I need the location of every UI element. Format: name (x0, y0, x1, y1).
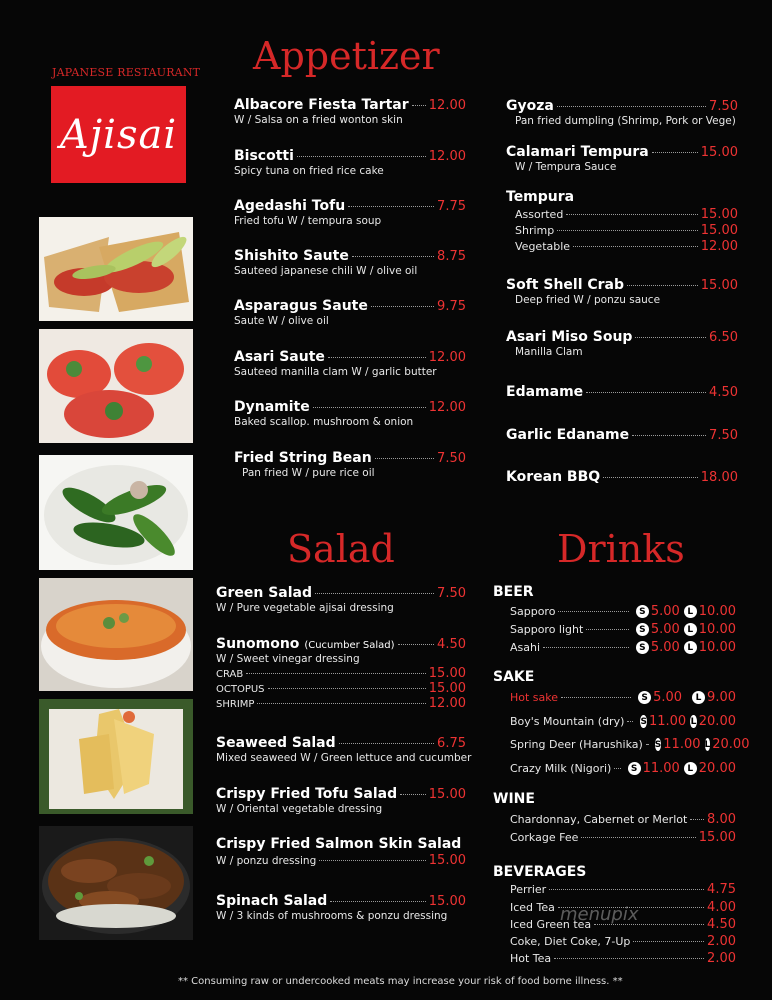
item-desc: Pan fried W / pure rice oil (242, 467, 375, 479)
item-price: 7.75 (437, 199, 466, 214)
restaurant-subtitle: JAPANESE RESTAURANT (52, 66, 201, 79)
drink-name: Chardonnay, Cabernet or Merlot (510, 813, 688, 826)
option-price: 12.00 (700, 239, 738, 254)
drink-row-perrier (510, 882, 736, 897)
option-label: Assorted (515, 208, 564, 221)
drink-price: 8.00 (707, 812, 736, 827)
menu-item-garlic-edaname (506, 427, 738, 443)
small-size-badge: S (636, 641, 649, 654)
drink-price: 15.00 (698, 830, 736, 845)
drink-name: Perrier (510, 883, 547, 896)
item-name: Dynamite (234, 399, 310, 415)
option-price: 15.00 (700, 207, 738, 222)
large-size-badge: L (684, 605, 697, 618)
drink-price: 4.50 (707, 917, 736, 932)
wine-label: WINE (493, 791, 535, 807)
item-price: 7.50 (709, 99, 738, 114)
small-price: 5.00 (653, 690, 683, 705)
item-desc: W / Tempura Sauce (515, 161, 617, 173)
menu-item-crispy-tofu-salad (216, 786, 466, 815)
drink-name: Hot sake (510, 691, 559, 704)
menu-item-shishito-saute (234, 248, 466, 277)
item-price: 8.75 (437, 249, 466, 264)
item-name: Fried String Bean (234, 450, 372, 466)
item-name: Biscotti (234, 148, 294, 164)
drink-price: 2.00 (707, 934, 736, 949)
large-price: 10.00 (698, 640, 736, 655)
option-label: Vegetable (515, 240, 571, 253)
menu-item-edamame (506, 384, 738, 400)
small-size-badge: S (636, 623, 649, 636)
item-name: Korean BBQ (506, 469, 601, 485)
item-desc: Mixed seaweed W / Green lettuce and cucumber (216, 752, 472, 764)
sake-label: SAKE (493, 669, 535, 685)
item-name: Crispy Fried Tofu Salad (216, 786, 398, 802)
drink-price: 4.00 (707, 900, 736, 915)
drink-name: Spring Deer (Harushika) (510, 738, 643, 751)
menu-item-gyoza (506, 98, 738, 127)
drink-name: Coke, Diet Coke, 7-Up (510, 935, 631, 948)
menu-item-fried-string-bean (234, 450, 466, 479)
biscotti-photo (39, 329, 193, 443)
menu-item-dynamite (234, 399, 466, 428)
drink-row-soda (510, 934, 736, 949)
menu-item-soft-shell-crab (506, 277, 738, 306)
item-price: 4.50 (437, 637, 466, 652)
large-price: 10.00 (698, 622, 736, 637)
large-price: 20.00 (698, 714, 736, 729)
drink-row-hot-sake (510, 690, 736, 705)
drink-row-sapporo-light (510, 622, 736, 637)
menu-item-asari-miso-soup (506, 329, 738, 358)
item-name: Albacore Fiesta Tartar (234, 97, 409, 113)
small-size-badge: S (640, 716, 647, 727)
menu-item-calamari-tempura (506, 144, 738, 173)
drink-name: Hot Tea (510, 952, 552, 965)
item-name: Soft Shell Crab (506, 277, 625, 293)
drink-row-house-wine (510, 812, 736, 827)
item-name: Tempura (506, 189, 575, 205)
large-price: 20.00 (698, 761, 736, 776)
large-size-badge: L (692, 691, 705, 704)
small-price: 11.00 (663, 737, 701, 752)
menu-item-korean-bbq (506, 469, 738, 485)
item-desc: Saute W / olive oil (234, 315, 329, 327)
drink-row-boys-mountain (510, 714, 736, 729)
item-price: 12.00 (428, 400, 466, 415)
item-desc: Sauteed japanese chili W / olive oil (234, 265, 418, 277)
item-desc: Spicy tuna on fried rice cake (234, 165, 384, 177)
tempura-photo (39, 699, 193, 814)
item-price: 15.00 (428, 787, 466, 802)
item-price: 15.00 (700, 145, 738, 160)
menu-item-asparagus-saute (234, 298, 466, 327)
item-name: Edamame (506, 384, 584, 400)
item-desc: Manilla Clam (515, 346, 583, 358)
item-desc: W / Salsa on a fried wonton skin (234, 114, 403, 126)
item-desc: W / Pure vegetable ajisai dressing (216, 602, 394, 614)
menu-item-agedashi-tofu (234, 198, 466, 227)
item-price: 12.00 (428, 350, 466, 365)
drink-name: Boy's Mountain (dry) (510, 715, 625, 728)
item-price: 6.50 (709, 330, 738, 345)
item-desc: Deep fried W / ponzu sauce (515, 294, 661, 306)
drink-price: 2.00 (707, 951, 736, 966)
item-desc: Sauteed manilla clam W / garlic butter (234, 366, 437, 378)
drink-row-asahi (510, 640, 736, 655)
item-note: (Cucumber Salad) (304, 640, 395, 651)
ajisai-logo (51, 86, 186, 183)
item-name: Gyoza (506, 98, 554, 114)
item-desc: Baked scallop. mushroom & onion (234, 416, 414, 428)
item-price: 7.50 (437, 586, 466, 601)
option-label: OCTOPUS (216, 684, 265, 695)
drink-row-sapporo (510, 604, 736, 619)
drinks-heading: Drinks (557, 527, 685, 571)
item-desc: W / 3 kinds of mushrooms & ponzu dressing (216, 910, 448, 922)
item-desc: Pan fried dumpling (Shrimp, Pork or Vege) (515, 115, 736, 127)
option-label: SHRIMP (216, 699, 255, 710)
menu-item-green-salad (216, 585, 466, 614)
drink-row-hot-tea (510, 951, 736, 966)
large-size-badge: L (690, 716, 697, 727)
menupix-watermark: menupix (560, 904, 639, 925)
item-desc: W / Sweet vinegar dressing (216, 653, 360, 665)
logo-text: Ajisai (59, 111, 178, 158)
item-name: Green Salad (216, 585, 313, 601)
menu-item-biscotti (234, 148, 466, 177)
small-price: 5.00 (650, 640, 680, 655)
drink-name: Sapporo (510, 605, 556, 618)
health-disclaimer: ** Consuming raw or undercooked meats may increase your risk of food borne illness. ** (178, 976, 623, 987)
small-price: 11.00 (642, 761, 680, 776)
drink-name: Crazy Milk (Nigori) (510, 762, 612, 775)
item-name: Spinach Salad (216, 893, 328, 909)
item-price: 6.75 (437, 736, 466, 751)
item-name: Asari Saute (234, 349, 325, 365)
large-price: 20.00 (712, 737, 750, 752)
menu-item-sunomono (216, 636, 466, 711)
item-price: 15.00 (428, 853, 466, 868)
menu-item-albacore (234, 97, 466, 126)
menu-item-tempura (506, 189, 738, 254)
large-size-badge: L (684, 641, 697, 654)
item-name: Agedashi Tofu (234, 198, 346, 214)
option-price: 12.00 (428, 696, 466, 711)
large-size-badge: L (684, 623, 697, 636)
item-price: 7.50 (437, 451, 466, 466)
menu-item-seaweed-salad (216, 735, 472, 764)
tartar-photo (39, 217, 193, 321)
menu-item-spinach-salad (216, 893, 466, 922)
drink-name: Sapporo light (510, 623, 584, 636)
small-price: 5.00 (650, 622, 680, 637)
drink-name: Iced Green tea (510, 918, 592, 931)
item-price: 15.00 (700, 278, 738, 293)
item-price: 18.00 (700, 470, 738, 485)
drink-row-spring-deer (510, 737, 750, 752)
small-price: 11.00 (648, 714, 687, 729)
item-price: 12.00 (428, 98, 466, 113)
dynamite-photo (39, 578, 193, 691)
item-name: Calamari Tempura (506, 144, 649, 160)
korean-bbq-photo (39, 826, 193, 940)
drink-name: Iced Tea (510, 901, 555, 914)
item-desc: Fried tofu W / tempura soup (234, 215, 382, 227)
option-price: 15.00 (700, 223, 738, 238)
option-price: 15.00 (428, 666, 466, 681)
large-price: 9.00 (707, 690, 736, 705)
small-size-badge: S (654, 739, 662, 750)
drink-price: 4.75 (707, 882, 736, 897)
item-price: 7.50 (709, 428, 738, 443)
beverages-label: BEVERAGES (493, 864, 587, 880)
small-size-badge: S (628, 762, 641, 775)
drink-name: Corkage Fee (510, 831, 579, 844)
item-name: Sunomono (216, 636, 300, 652)
salad-heading: Salad (287, 527, 395, 571)
large-size-badge: L (704, 739, 711, 750)
option-price: 15.00 (428, 681, 466, 696)
menu-item-salmon-skin-salad (216, 836, 466, 868)
shishito-photo (39, 455, 193, 570)
item-name: Asparagus Saute (234, 298, 368, 314)
appetizer-heading: Appetizer (253, 34, 440, 78)
item-name: Seaweed Salad (216, 735, 336, 751)
small-size-badge: S (638, 691, 651, 704)
item-name: Garlic Edaname (506, 427, 630, 443)
item-desc: W / Oriental vegetable dressing (216, 803, 383, 815)
item-desc: W / ponzu dressing (216, 855, 317, 867)
drink-row-crazy-milk (510, 761, 736, 776)
small-price: 5.00 (650, 604, 680, 619)
menu-item-asari-saute (234, 349, 466, 378)
beer-label: BEER (493, 584, 534, 600)
option-label: CRAB (216, 669, 244, 680)
item-name: Asari Miso Soup (506, 329, 633, 345)
item-price: 15.00 (428, 894, 466, 909)
item-name: Shishito Saute (234, 248, 349, 264)
drink-row-corkage-fee (510, 830, 736, 845)
item-price: 12.00 (428, 149, 466, 164)
item-price: 4.50 (709, 385, 738, 400)
drink-name: Asahi (510, 641, 541, 654)
option-label: Shrimp (515, 224, 555, 237)
large-price: 10.00 (698, 604, 736, 619)
item-price: 9.75 (437, 299, 466, 314)
large-size-badge: L (684, 762, 697, 775)
small-size-badge: S (636, 605, 649, 618)
item-name: Crispy Fried Salmon Skin Salad (216, 836, 462, 852)
